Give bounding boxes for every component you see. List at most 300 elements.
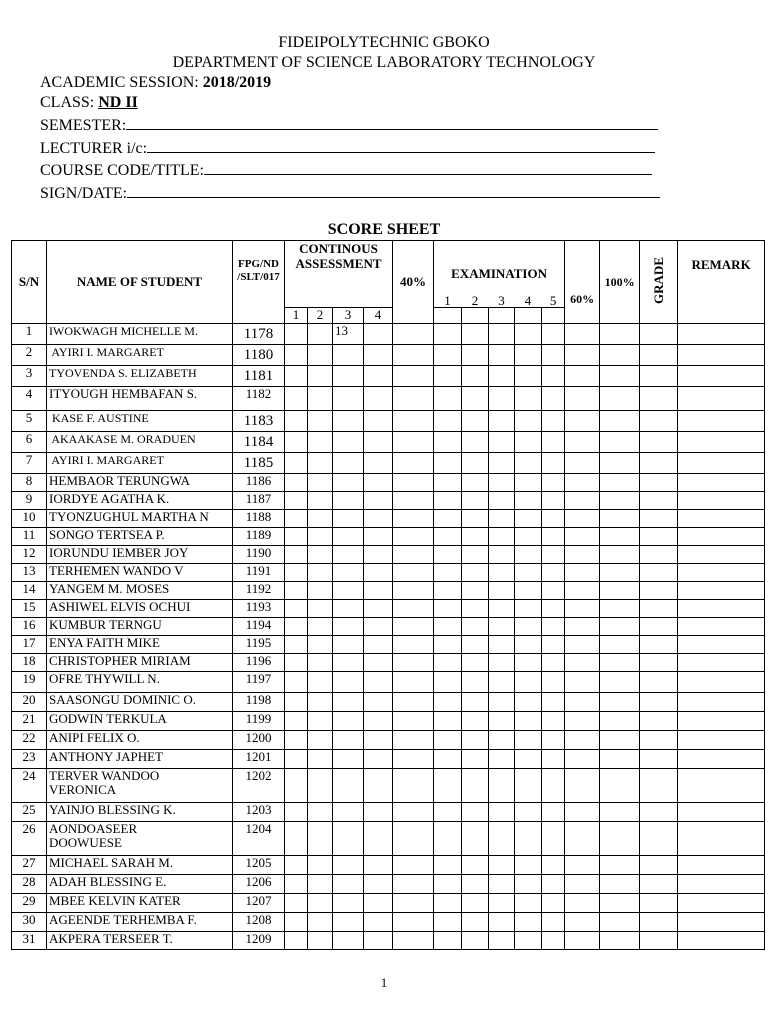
cell-ca-3[interactable]: [333, 750, 364, 769]
cell-ca-3[interactable]: [333, 600, 364, 618]
cell-ca-2[interactable]: [308, 750, 333, 769]
cell-exam-total[interactable]: [565, 492, 600, 510]
cell-grade[interactable]: [640, 411, 678, 432]
cell-exam-5[interactable]: [542, 913, 565, 932]
cell-exam-2[interactable]: [462, 510, 489, 528]
cell-remark[interactable]: [678, 345, 765, 366]
cell-exam-4[interactable]: [515, 453, 542, 474]
cell-exam-2[interactable]: [462, 731, 489, 750]
cell-exam-total[interactable]: [565, 546, 600, 564]
cell-ca-4[interactable]: [364, 693, 393, 712]
cell-exam-1[interactable]: [434, 492, 462, 510]
cell-ca-3[interactable]: [333, 453, 364, 474]
cell-exam-4[interactable]: [515, 528, 542, 546]
cell-ca-1[interactable]: [285, 528, 308, 546]
cell-ca-3[interactable]: [333, 894, 364, 913]
cell-exam-5[interactable]: [542, 564, 565, 582]
cell-exam-5[interactable]: [542, 618, 565, 636]
cell-ca-2[interactable]: [308, 492, 333, 510]
cell-exam-2[interactable]: [462, 324, 489, 345]
cell-ca-1[interactable]: [285, 913, 308, 932]
cell-ca-4[interactable]: [364, 822, 393, 856]
cell-ca-2[interactable]: [308, 636, 333, 654]
cell-remark[interactable]: [678, 474, 765, 492]
cell-ca-1[interactable]: [285, 564, 308, 582]
cell-exam-2[interactable]: [462, 769, 489, 803]
cell-ca-total[interactable]: [393, 913, 434, 932]
cell-total[interactable]: [600, 856, 640, 875]
cell-exam-3[interactable]: [489, 387, 515, 411]
cell-ca-3[interactable]: [333, 528, 364, 546]
cell-total[interactable]: [600, 803, 640, 822]
cell-exam-5[interactable]: [542, 875, 565, 894]
cell-exam-5[interactable]: [542, 387, 565, 411]
cell-exam-3[interactable]: [489, 856, 515, 875]
cell-total[interactable]: [600, 492, 640, 510]
cell-exam-2[interactable]: [462, 693, 489, 712]
cell-ca-2[interactable]: [308, 712, 333, 731]
cell-total[interactable]: [600, 672, 640, 693]
cell-ca-1[interactable]: [285, 618, 308, 636]
cell-exam-4[interactable]: [515, 894, 542, 913]
cell-exam-total[interactable]: [565, 618, 600, 636]
cell-total[interactable]: [600, 510, 640, 528]
cell-total[interactable]: [600, 932, 640, 950]
cell-grade[interactable]: [640, 510, 678, 528]
cell-grade[interactable]: [640, 528, 678, 546]
cell-ca-2[interactable]: [308, 654, 333, 672]
cell-total[interactable]: [600, 582, 640, 600]
cell-exam-1[interactable]: [434, 672, 462, 693]
cell-exam-4[interactable]: [515, 693, 542, 712]
cell-ca-4[interactable]: [364, 672, 393, 693]
cell-ca-1[interactable]: [285, 411, 308, 432]
cell-ca-3[interactable]: [333, 636, 364, 654]
cell-exam-total[interactable]: [565, 750, 600, 769]
cell-exam-3[interactable]: [489, 913, 515, 932]
cell-total[interactable]: [600, 411, 640, 432]
cell-ca-total[interactable]: [393, 731, 434, 750]
cell-ca-total[interactable]: [393, 510, 434, 528]
cell-exam-4[interactable]: [515, 856, 542, 875]
cell-ca-total[interactable]: [393, 750, 434, 769]
cell-exam-3[interactable]: [489, 672, 515, 693]
cell-ca-2[interactable]: [308, 913, 333, 932]
cell-exam-1[interactable]: [434, 324, 462, 345]
cell-exam-1[interactable]: [434, 712, 462, 731]
cell-remark[interactable]: [678, 894, 765, 913]
cell-exam-2[interactable]: [462, 492, 489, 510]
cell-ca-total[interactable]: [393, 324, 434, 345]
cell-total[interactable]: [600, 769, 640, 803]
cell-ca-4[interactable]: [364, 875, 393, 894]
cell-ca-4[interactable]: [364, 856, 393, 875]
cell-exam-3[interactable]: [489, 600, 515, 618]
cell-exam-1[interactable]: [434, 366, 462, 387]
cell-remark[interactable]: [678, 769, 765, 803]
cell-grade[interactable]: [640, 894, 678, 913]
cell-exam-1[interactable]: [434, 769, 462, 803]
cell-ca-total[interactable]: [393, 474, 434, 492]
cell-exam-4[interactable]: [515, 618, 542, 636]
cell-exam-5[interactable]: [542, 366, 565, 387]
cell-grade[interactable]: [640, 453, 678, 474]
cell-exam-1[interactable]: [434, 803, 462, 822]
cell-ca-2[interactable]: [308, 453, 333, 474]
cell-exam-total[interactable]: [565, 324, 600, 345]
cell-ca-2[interactable]: [308, 600, 333, 618]
cell-exam-3[interactable]: [489, 564, 515, 582]
cell-grade[interactable]: [640, 654, 678, 672]
cell-remark[interactable]: [678, 803, 765, 822]
cell-exam-4[interactable]: [515, 411, 542, 432]
cell-exam-3[interactable]: [489, 528, 515, 546]
cell-exam-5[interactable]: [542, 750, 565, 769]
cell-grade[interactable]: [640, 693, 678, 712]
cell-exam-2[interactable]: [462, 750, 489, 769]
cell-ca-4[interactable]: [364, 453, 393, 474]
cell-ca-3[interactable]: [333, 875, 364, 894]
cell-exam-3[interactable]: [489, 492, 515, 510]
cell-exam-total[interactable]: [565, 510, 600, 528]
cell-exam-2[interactable]: [462, 564, 489, 582]
cell-grade[interactable]: [640, 822, 678, 856]
cell-ca-1[interactable]: [285, 875, 308, 894]
cell-exam-3[interactable]: [489, 731, 515, 750]
cell-total[interactable]: [600, 432, 640, 453]
cell-exam-4[interactable]: [515, 672, 542, 693]
cell-grade[interactable]: [640, 564, 678, 582]
cell-exam-1[interactable]: [434, 913, 462, 932]
cell-ca-1[interactable]: [285, 474, 308, 492]
cell-exam-2[interactable]: [462, 387, 489, 411]
cell-grade[interactable]: [640, 492, 678, 510]
cell-total[interactable]: [600, 366, 640, 387]
cell-ca-1[interactable]: [285, 387, 308, 411]
cell-ca-2[interactable]: [308, 769, 333, 803]
cell-ca-total[interactable]: [393, 769, 434, 803]
cell-exam-total[interactable]: [565, 345, 600, 366]
cell-ca-2[interactable]: [308, 366, 333, 387]
cell-exam-1[interactable]: [434, 731, 462, 750]
cell-ca-1[interactable]: [285, 546, 308, 564]
cell-grade[interactable]: [640, 750, 678, 769]
cell-ca-3[interactable]: [333, 387, 364, 411]
cell-ca-3[interactable]: [333, 492, 364, 510]
cell-grade[interactable]: [640, 345, 678, 366]
cell-grade[interactable]: [640, 672, 678, 693]
cell-exam-5[interactable]: [542, 345, 565, 366]
cell-ca-total[interactable]: [393, 564, 434, 582]
cell-exam-5[interactable]: [542, 636, 565, 654]
cell-ca-4[interactable]: [364, 731, 393, 750]
cell-ca-total[interactable]: [393, 492, 434, 510]
cell-ca-2[interactable]: [308, 875, 333, 894]
cell-ca-3[interactable]: [333, 510, 364, 528]
cell-exam-4[interactable]: [515, 712, 542, 731]
cell-ca-4[interactable]: [364, 366, 393, 387]
cell-ca-total[interactable]: [393, 546, 434, 564]
cell-exam-3[interactable]: [489, 654, 515, 672]
cell-exam-5[interactable]: [542, 672, 565, 693]
cell-exam-5[interactable]: [542, 528, 565, 546]
cell-remark[interactable]: [678, 654, 765, 672]
cell-grade[interactable]: [640, 636, 678, 654]
cell-ca-4[interactable]: [364, 769, 393, 803]
cell-exam-total[interactable]: [565, 564, 600, 582]
cell-ca-total[interactable]: [393, 366, 434, 387]
cell-total[interactable]: [600, 822, 640, 856]
cell-ca-3[interactable]: [333, 731, 364, 750]
cell-ca-total[interactable]: [393, 636, 434, 654]
cell-exam-total[interactable]: [565, 582, 600, 600]
cell-ca-1[interactable]: [285, 822, 308, 856]
cell-exam-2[interactable]: [462, 432, 489, 453]
cell-exam-1[interactable]: [434, 564, 462, 582]
cell-grade[interactable]: [640, 324, 678, 345]
cell-ca-total[interactable]: [393, 654, 434, 672]
cell-ca-total[interactable]: [393, 875, 434, 894]
cell-ca-4[interactable]: [364, 474, 393, 492]
cell-exam-5[interactable]: [542, 712, 565, 731]
cell-exam-2[interactable]: [462, 932, 489, 950]
cell-ca-1[interactable]: [285, 654, 308, 672]
cell-remark[interactable]: [678, 411, 765, 432]
cell-ca-total[interactable]: [393, 582, 434, 600]
cell-ca-3[interactable]: [333, 913, 364, 932]
cell-exam-1[interactable]: [434, 411, 462, 432]
cell-total[interactable]: [600, 693, 640, 712]
cell-ca-2[interactable]: [308, 932, 333, 950]
cell-total[interactable]: [600, 546, 640, 564]
cell-remark[interactable]: [678, 432, 765, 453]
cell-total[interactable]: [600, 528, 640, 546]
cell-total[interactable]: [600, 731, 640, 750]
cell-exam-total[interactable]: [565, 803, 600, 822]
cell-grade[interactable]: [640, 731, 678, 750]
semester-blank[interactable]: [126, 116, 658, 130]
cell-ca-1[interactable]: [285, 731, 308, 750]
cell-remark[interactable]: [678, 822, 765, 856]
cell-exam-total[interactable]: [565, 875, 600, 894]
cell-ca-total[interactable]: [393, 600, 434, 618]
cell-ca-4[interactable]: [364, 712, 393, 731]
cell-exam-3[interactable]: [489, 636, 515, 654]
cell-ca-total[interactable]: [393, 432, 434, 453]
cell-exam-1[interactable]: [434, 894, 462, 913]
cell-ca-1[interactable]: [285, 432, 308, 453]
cell-exam-2[interactable]: [462, 582, 489, 600]
cell-ca-1[interactable]: [285, 693, 308, 712]
cell-remark[interactable]: [678, 875, 765, 894]
cell-ca-2[interactable]: [308, 693, 333, 712]
cell-ca-total[interactable]: [393, 693, 434, 712]
cell-grade[interactable]: [640, 432, 678, 453]
cell-ca-1[interactable]: [285, 345, 308, 366]
cell-exam-3[interactable]: [489, 932, 515, 950]
cell-exam-5[interactable]: [542, 411, 565, 432]
cell-ca-total[interactable]: [393, 672, 434, 693]
cell-ca-2[interactable]: [308, 528, 333, 546]
cell-exam-total[interactable]: [565, 731, 600, 750]
cell-exam-4[interactable]: [515, 769, 542, 803]
cell-ca-1[interactable]: [285, 510, 308, 528]
cell-exam-4[interactable]: [515, 750, 542, 769]
cell-exam-3[interactable]: [489, 712, 515, 731]
cell-ca-2[interactable]: [308, 803, 333, 822]
cell-ca-total[interactable]: [393, 932, 434, 950]
cell-ca-4[interactable]: [364, 894, 393, 913]
cell-total[interactable]: [600, 636, 640, 654]
cell-exam-5[interactable]: [542, 894, 565, 913]
cell-exam-3[interactable]: [489, 546, 515, 564]
cell-ca-2[interactable]: [308, 324, 333, 345]
cell-exam-4[interactable]: [515, 913, 542, 932]
cell-total[interactable]: [600, 453, 640, 474]
cell-ca-3[interactable]: [333, 345, 364, 366]
cell-exam-total[interactable]: [565, 672, 600, 693]
cell-remark[interactable]: [678, 932, 765, 950]
cell-ca-2[interactable]: [308, 510, 333, 528]
cell-ca-total[interactable]: [393, 387, 434, 411]
cell-ca-1[interactable]: [285, 600, 308, 618]
cell-ca-1[interactable]: [285, 932, 308, 950]
cell-ca-3[interactable]: [333, 769, 364, 803]
cell-ca-3[interactable]: [333, 822, 364, 856]
cell-ca-3[interactable]: [333, 654, 364, 672]
cell-exam-5[interactable]: [542, 546, 565, 564]
cell-ca-2[interactable]: [308, 856, 333, 875]
cell-remark[interactable]: [678, 528, 765, 546]
cell-exam-3[interactable]: [489, 324, 515, 345]
cell-ca-total[interactable]: [393, 894, 434, 913]
cell-total[interactable]: [600, 324, 640, 345]
cell-exam-4[interactable]: [515, 345, 542, 366]
cell-exam-total[interactable]: [565, 693, 600, 712]
cell-ca-4[interactable]: [364, 564, 393, 582]
cell-exam-1[interactable]: [434, 654, 462, 672]
cell-remark[interactable]: [678, 387, 765, 411]
cell-exam-2[interactable]: [462, 856, 489, 875]
cell-exam-1[interactable]: [434, 750, 462, 769]
cell-exam-3[interactable]: [489, 411, 515, 432]
cell-exam-3[interactable]: [489, 432, 515, 453]
cell-ca-3[interactable]: [333, 411, 364, 432]
cell-exam-2[interactable]: [462, 672, 489, 693]
cell-ca-3[interactable]: [333, 546, 364, 564]
cell-ca-total[interactable]: [393, 345, 434, 366]
cell-exam-1[interactable]: [434, 528, 462, 546]
cell-grade[interactable]: [640, 712, 678, 731]
cell-grade[interactable]: [640, 856, 678, 875]
cell-exam-3[interactable]: [489, 693, 515, 712]
cell-exam-total[interactable]: [565, 894, 600, 913]
cell-remark[interactable]: [678, 750, 765, 769]
cell-ca-3[interactable]: [333, 803, 364, 822]
cell-remark[interactable]: [678, 324, 765, 345]
cell-exam-1[interactable]: [434, 875, 462, 894]
cell-exam-1[interactable]: [434, 387, 462, 411]
cell-ca-total[interactable]: [393, 453, 434, 474]
cell-exam-1[interactable]: [434, 582, 462, 600]
cell-ca-3[interactable]: [333, 712, 364, 731]
cell-exam-3[interactable]: [489, 618, 515, 636]
cell-ca-2[interactable]: [308, 894, 333, 913]
cell-ca-2[interactable]: [308, 822, 333, 856]
cell-grade[interactable]: [640, 387, 678, 411]
cell-ca-2[interactable]: [308, 411, 333, 432]
cell-ca-2[interactable]: [308, 432, 333, 453]
cell-ca-total[interactable]: [393, 618, 434, 636]
cell-total[interactable]: [600, 564, 640, 582]
cell-ca-2[interactable]: [308, 582, 333, 600]
cell-exam-1[interactable]: [434, 932, 462, 950]
cell-ca-1[interactable]: [285, 366, 308, 387]
cell-exam-2[interactable]: [462, 345, 489, 366]
cell-exam-5[interactable]: [542, 492, 565, 510]
cell-exam-4[interactable]: [515, 546, 542, 564]
cell-ca-4[interactable]: [364, 510, 393, 528]
cell-ca-2[interactable]: [308, 618, 333, 636]
cell-exam-3[interactable]: [489, 345, 515, 366]
cell-total[interactable]: [600, 913, 640, 932]
sign-blank[interactable]: [127, 184, 660, 198]
cell-exam-1[interactable]: [434, 636, 462, 654]
cell-exam-5[interactable]: [542, 510, 565, 528]
cell-ca-2[interactable]: [308, 546, 333, 564]
cell-ca-4[interactable]: [364, 387, 393, 411]
cell-exam-3[interactable]: [489, 582, 515, 600]
cell-ca-3[interactable]: [333, 693, 364, 712]
cell-exam-3[interactable]: [489, 366, 515, 387]
cell-exam-2[interactable]: [462, 528, 489, 546]
cell-exam-1[interactable]: [434, 600, 462, 618]
cell-remark[interactable]: [678, 618, 765, 636]
cell-exam-1[interactable]: [434, 618, 462, 636]
cell-exam-5[interactable]: [542, 856, 565, 875]
cell-exam-5[interactable]: [542, 654, 565, 672]
cell-total[interactable]: [600, 474, 640, 492]
cell-exam-total[interactable]: [565, 913, 600, 932]
cell-exam-1[interactable]: [434, 546, 462, 564]
cell-exam-total[interactable]: [565, 387, 600, 411]
cell-ca-1[interactable]: [285, 582, 308, 600]
cell-exam-3[interactable]: [489, 803, 515, 822]
cell-exam-4[interactable]: [515, 803, 542, 822]
cell-remark[interactable]: [678, 600, 765, 618]
cell-ca-4[interactable]: [364, 582, 393, 600]
cell-exam-2[interactable]: [462, 822, 489, 856]
cell-ca-3[interactable]: [333, 474, 364, 492]
cell-ca-total[interactable]: [393, 411, 434, 432]
cell-exam-2[interactable]: [462, 546, 489, 564]
cell-exam-1[interactable]: [434, 510, 462, 528]
cell-exam-3[interactable]: [489, 822, 515, 856]
cell-exam-4[interactable]: [515, 636, 542, 654]
cell-exam-3[interactable]: [489, 894, 515, 913]
cell-exam-4[interactable]: [515, 366, 542, 387]
course-blank[interactable]: [204, 161, 652, 175]
cell-grade[interactable]: [640, 803, 678, 822]
cell-ca-4[interactable]: [364, 528, 393, 546]
cell-exam-4[interactable]: [515, 492, 542, 510]
cell-exam-3[interactable]: [489, 750, 515, 769]
cell-exam-2[interactable]: [462, 366, 489, 387]
cell-exam-total[interactable]: [565, 366, 600, 387]
cell-total[interactable]: [600, 750, 640, 769]
cell-exam-total[interactable]: [565, 636, 600, 654]
cell-ca-4[interactable]: [364, 432, 393, 453]
